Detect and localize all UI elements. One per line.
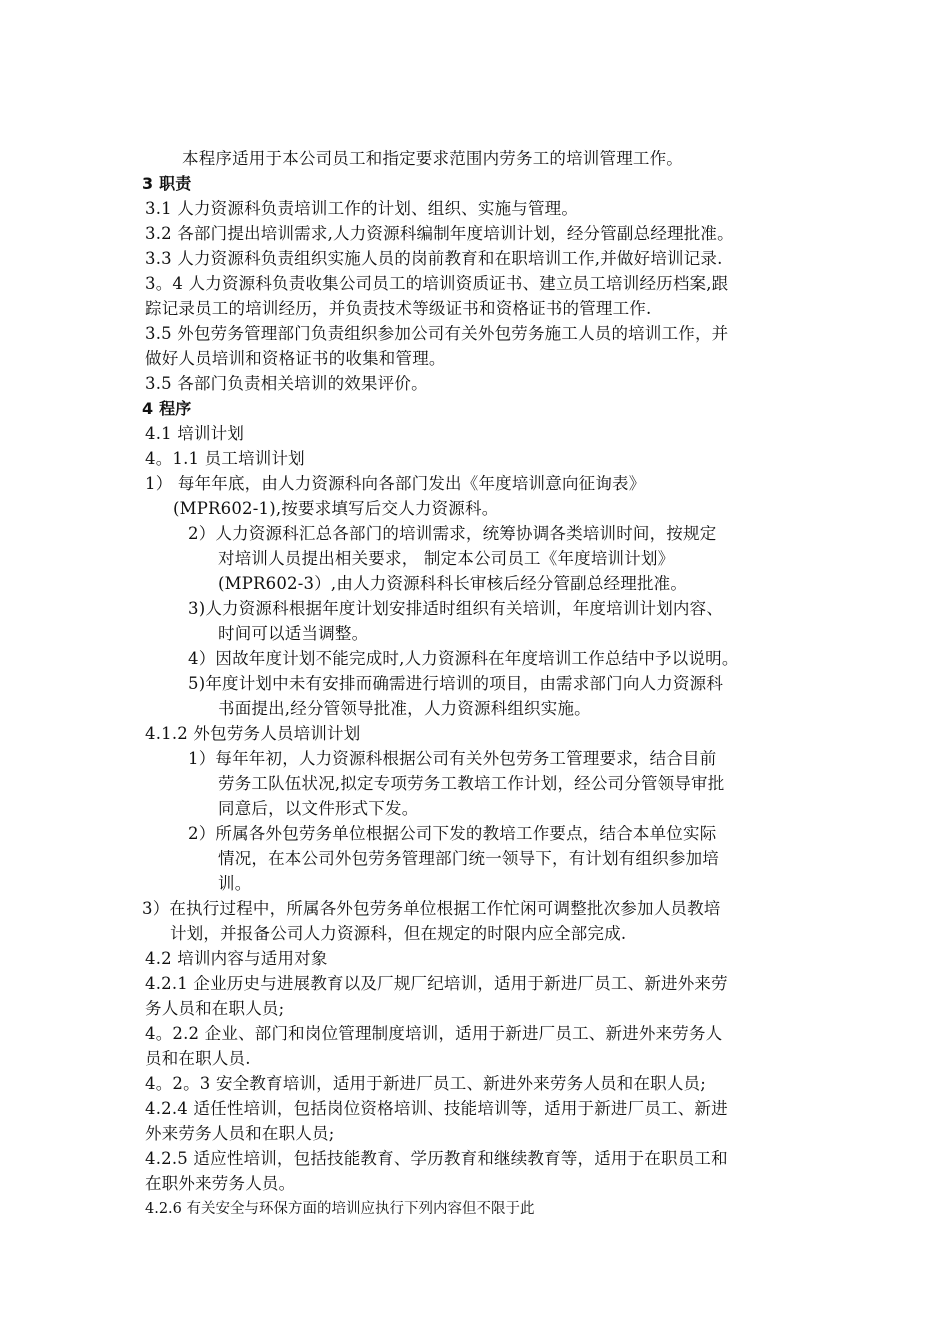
text-line: 4.2.5 适应性培训，包括技能教育、学历教育和继续教育等，适用于在职员工和 bbox=[145, 1149, 728, 1168]
list-item: 3)人力资源科根据年度计划安排适时组织有关培训，年度培训计划内容、 bbox=[188, 599, 724, 618]
list-item: 1） 每年年底，由人力资源科向各部门发出《年度培训意向征询表》 bbox=[145, 474, 646, 493]
text-line: 时间可以适当调整。 bbox=[218, 624, 369, 643]
subsection-heading: 4.1 培训计划 bbox=[145, 424, 245, 443]
text-line: 在职外来劳务人员。 bbox=[145, 1174, 296, 1193]
scope-paragraph: 本程序适用于本公司员工和指定要求范围内劳务工的培训管理工作。 bbox=[182, 149, 683, 168]
text-line: 计划，并报备公司人力资源科，但在规定的时限内应全部完成. bbox=[170, 924, 627, 943]
text-line: 劳务工队伍状况,拟定专项劳务工教培工作计划，经公司分管领导审批 bbox=[218, 774, 725, 793]
text-line: 3.2 各部门提出培训需求,人力资源科编制年度培训计划，经分管副总经理批准。 bbox=[145, 224, 734, 243]
text-line: 做好人员培训和资格证书的收集和管理。 bbox=[145, 349, 446, 368]
list-item: 2）所属各外包劳务单位根据公司下发的教培工作要点，结合本单位实际 bbox=[188, 824, 717, 843]
list-item: 3）在执行过程中，所属各外包劳务单位根据工作忙闲可调整批次参加人员教培 bbox=[142, 899, 721, 918]
list-item: 1）每年年初，人力资源科根据公司有关外包劳务工管理要求，结合目前 bbox=[188, 749, 717, 768]
text-line: 3.5 外包劳务管理部门负责组织参加公司有关外包劳务施工人员的培训工作，并 bbox=[145, 324, 729, 343]
text-line: 3。4 人力资源科负责收集公司员工的培训资质证书、建立员工培训经历档案,跟 bbox=[145, 274, 729, 293]
text-line: 同意后，以文件形式下发。 bbox=[218, 799, 419, 818]
text-line: 务人员和在职人员; bbox=[145, 999, 285, 1018]
subsection-heading: 4.1.2 外包劳务人员培训计划 bbox=[145, 724, 361, 743]
text-line: (MPR602-1),按要求填写后交人力资源科。 bbox=[173, 499, 499, 518]
text-line: 3.5 各部门负责相关培训的效果评价。 bbox=[145, 374, 428, 393]
text-line: 4.2.4 适任性培训，包括岗位资格培训、技能培训等，适用于新进厂员工、新进 bbox=[145, 1099, 728, 1118]
text-line: 员和在职人员. bbox=[145, 1049, 251, 1068]
text-line: 书面提出,经分管领导批准，人力资源科组织实施。 bbox=[218, 699, 591, 718]
text-line: 4。2。3 安全教育培训，适用于新进厂员工、新进外来劳务人员和在职人员; bbox=[145, 1074, 706, 1093]
text-line: 4.2.1 企业历史与进展教育以及厂规厂纪培训，适用于新进厂员工、新进外来劳 bbox=[145, 974, 728, 993]
text-line: 情况，在本公司外包劳务管理部门统一领导下，有计划有组织参加培 bbox=[218, 849, 719, 868]
text-line: 4.2.6 有关安全与环保方面的培训应执行下列内容但不限于此 bbox=[145, 1201, 535, 1217]
text-line: 3.3 人力资源科负责组织实施人员的岗前教育和在职培训工作,并做好培训记录. bbox=[145, 249, 723, 268]
text-line: 训。 bbox=[218, 874, 252, 893]
list-item: 2）人力资源科汇总各部门的培训需求，统筹协调各类培训时间，按规定 bbox=[188, 524, 717, 543]
text-line: 踪记录员工的培训经历，并负责技术等级证书和资格证书的管理工作. bbox=[145, 299, 652, 318]
section-heading-procedure: 4 程序 bbox=[142, 399, 192, 418]
section-heading-responsibilities: 3 职责 bbox=[142, 174, 192, 193]
text-line: 3.1 人力资源科负责培训工作的计划、组织、实施与管理。 bbox=[145, 199, 579, 218]
text-line: 4。2.2 企业、部门和岗位管理制度培训，适用于新进厂员工、新进外来劳务人 bbox=[145, 1024, 723, 1043]
text-line: 对培训人员提出相关要求， 制定本公司员工《年度培训计划》 bbox=[218, 549, 675, 568]
subsection-heading: 4。1.1 员工培训计划 bbox=[145, 449, 305, 468]
text-line: (MPR602-3）,由人力资源科科长审核后经分管副总经理批准。 bbox=[218, 574, 688, 593]
text-line: 外来劳务人员和在职人员; bbox=[145, 1124, 335, 1143]
subsection-heading: 4.2 培训内容与适用对象 bbox=[145, 949, 328, 968]
list-item: 4）因故年度计划不能完成时,人力资源科在年度培训工作总结中予以说明。 bbox=[188, 649, 739, 668]
list-item: 5)年度计划中未有安排而确需进行培训的项目，由需求部门向人力资源科 bbox=[188, 674, 724, 693]
